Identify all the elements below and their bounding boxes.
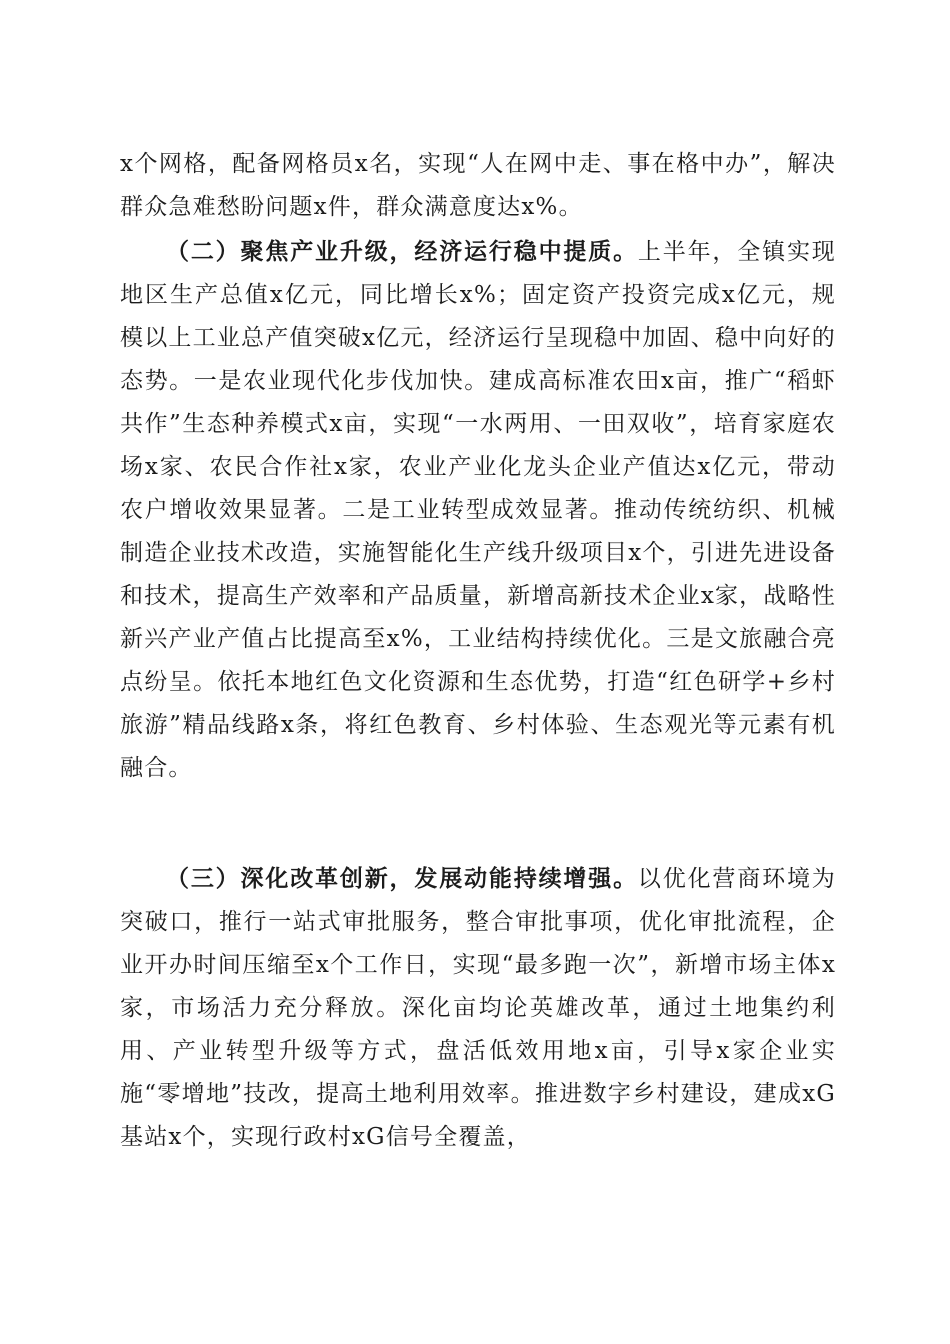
paragraph-1-text: x个网格，配备网格员x名，实现“人在网中走、事在格中办”，解决群众急难愁盼问题x件，群众满意度达x%。 (120, 151, 836, 220)
paragraph-2-content (120, 230, 836, 790)
paragraph-3 (120, 857, 836, 1159)
paragraph-3-text: 以优化营商环境为突破口，推行一站式审批服务，整合审批事项，优化审批流程，企业开办时间压缩至x个工作日，实现“最多跑一次”，新增市场主体x家，市场活力充分释放。深化亩均论英雄改革，通过土地集约利用、产业转型升级等方式，盘活低效用地x亩，引导x家企业实施“零增地”技改，提高土地利用效率。推进数字乡村建设，建成xG基站x个，实现行政村xG信号全覆盖， (120, 866, 836, 1150)
paragraph-1 (120, 143, 836, 229)
paragraph-3-content (120, 857, 836, 1159)
paragraph-2 (120, 230, 836, 790)
paragraph-2-text: 上半年，全镇实现地区生产总值x亿元，同比增长x%；固定资产投资完成x亿元，规模以上工业总产值突破x亿元，经济运行呈现稳中加固、稳中向好的态势。一是农业现代化步伐加快。建成高标准农田x亩，推广“稻虾共作”生态种养模式x亩，实现“一水两用、一田双收”，培育家庭农场x家、农民合作社x家，农业产业化龙头企业产值达x亿元，带动农户增收效果显著。二是工业转型成效显著。推动传统纺织、机械制造企业技术改造，实施智能化生产线升级项目x个，引进先进设备和技术，提高生产效率和产品质量，新增高新技术企业x家，战略性新兴产业产值占比提高至x%，工业结构持续优化。三是文旅融合亮点纷呈。依托本地红色文化资源和生态优势，打造“红色研学+乡村旅游”精品线路x条，将红色教育、乡村体验、生态观光等元素有机融合。 (120, 239, 836, 781)
section-heading-3: （三）深化改革创新，发展动能持续增强。 (166, 865, 638, 892)
section-heading-2: （二）聚焦产业升级，经济运行稳中提质。 (166, 238, 638, 265)
